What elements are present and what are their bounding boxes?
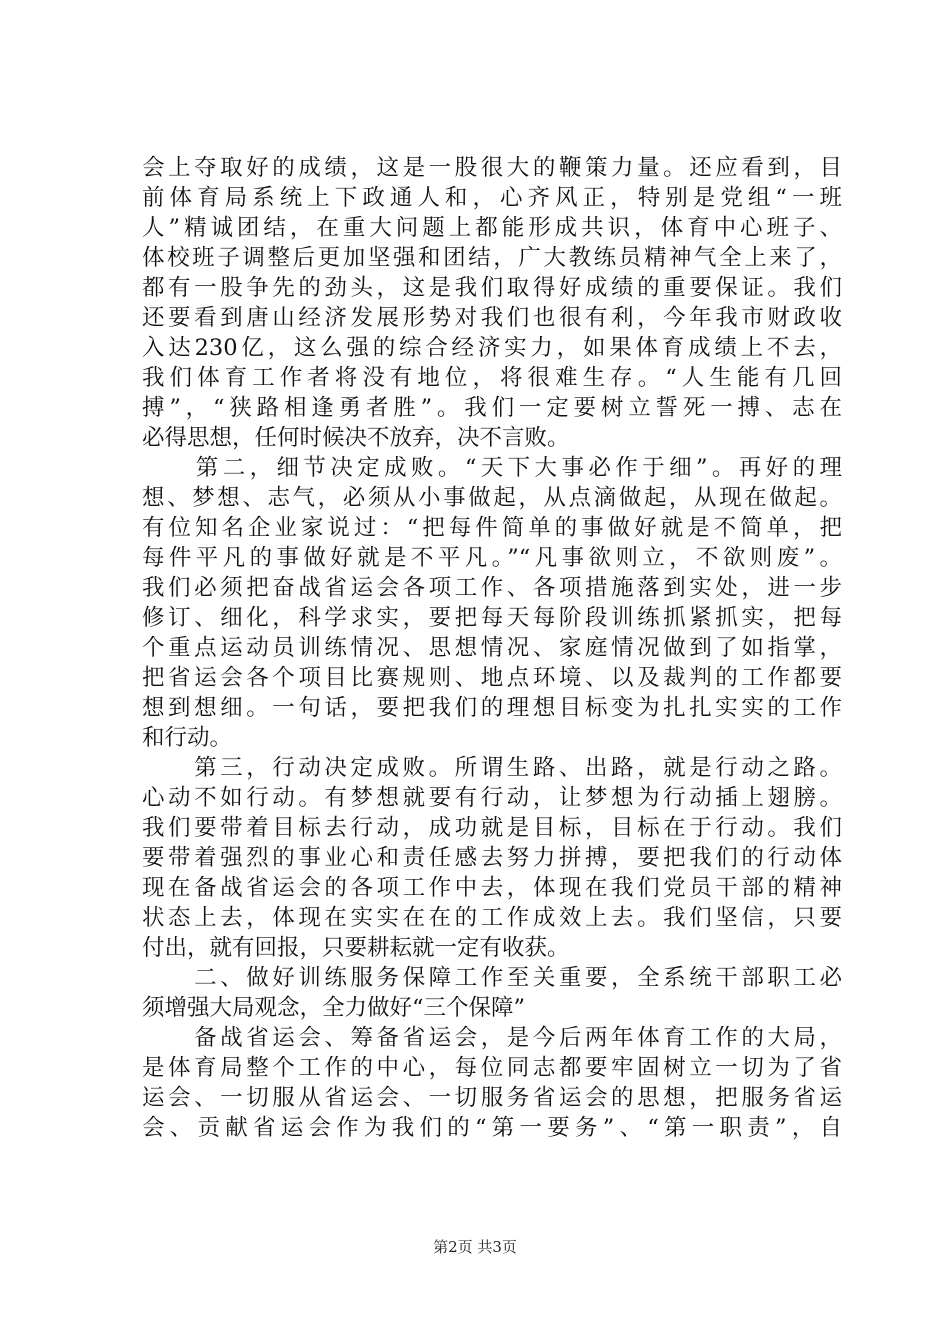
page-footer: 第2页 共3页: [433, 1238, 517, 1256]
text-line: 前体育局系统上下政通人和，心齐风正，特别是党组“一班: [142, 185, 842, 211]
text-line: 个重点运动员训练情况、思想情况、家庭情况做到了如指掌，: [142, 635, 842, 661]
text-line: 把省运会各个项目比赛规则、地点环境、以及裁判的工作都要: [142, 665, 842, 691]
text-line: 第三，行动决定成败。所谓生路、出路，就是行动之路。: [142, 755, 842, 781]
text-line: 现在备战省运会的各项工作中去，体现在我们党员干部的精神: [142, 875, 842, 901]
text-line: 须增强大局观念，全力做好“三个保障”: [142, 995, 526, 1021]
text-line: 心动不如行动。有梦想就要有行动，让梦想为行动插上翅膀。: [142, 785, 842, 811]
text-line: 付出，就有回报，只要耕耘就一定有收获。: [142, 935, 570, 961]
text-line: 修订、细化，科学求实，要把每天每阶段训练抓紧抓实，把每: [142, 605, 842, 631]
text-line: 想、梦想、志气，必须从小事做起，从点滴做起，从现在做起。: [142, 485, 842, 511]
text-line: 会上夺取好的成绩，这是一股很大的鞭策力量。还应看到，目: [142, 155, 842, 181]
text-line: 要带着强烈的事业心和责任感去努力拼搏，要把我们的行动体: [142, 845, 842, 871]
text-line: 都有一股争先的劲头，这是我们取得好成绩的重要保证。我们: [142, 275, 842, 301]
text-line: 状态上去，体现在实实在在的工作成效上去。我们坚信，只要: [142, 905, 842, 931]
text-line: 人”精诚团结，在重大问题上都能形成共识，体育中心班子、: [142, 215, 842, 241]
document-body: [142, 153, 842, 1143]
text-line: 想到想细。一句话，要把我们的理想目标变为扎扎实实的工作: [142, 695, 842, 721]
text-line: 必得思想，任何时候决不放弃，决不言败。: [142, 425, 570, 451]
text-line: 是体育局整个工作的中心，每位同志都要牢固树立一切为了省: [142, 1055, 842, 1081]
text-line: 每件平凡的事做好就是不平凡。”“凡事欲则立，不欲则废”。: [142, 545, 842, 571]
text-line: 备战省运会、筹备省运会，是今后两年体育工作的大局，: [142, 1025, 842, 1051]
text-line: 我们体育工作者将没有地位，将很难生存。“人生能有几回: [142, 365, 842, 391]
text-line: 第二，细节决定成败。“天下大事必作于细”。再好的理: [142, 455, 842, 481]
text-line: 二、做好训练服务保障工作至关重要，全系统干部职工必: [142, 965, 842, 991]
text-line: 搏”，“狭路相逢勇者胜”。我们一定要树立誓死一搏、志在: [142, 395, 842, 421]
text-line: 运会、一切服从省运会、一切服务省运会的思想，把服务省运: [142, 1085, 842, 1111]
text-line: 入达230亿，这么强的综合经济实力，如果体育成绩上不去，: [142, 335, 842, 361]
text-line: 会、贡献省运会作为我们的“第一要务”、“第一职责”，自: [142, 1115, 842, 1141]
text-line: 体校班子调整后更加坚强和团结，广大教练员精神气全上来了，: [142, 245, 842, 271]
text-line: 和行动。: [142, 725, 233, 751]
text-line: 我们必须把奋战省运会各项工作、各项措施落到实处，进一步: [142, 575, 842, 601]
text-line: 我们要带着目标去行动，成功就是目标，目标在于行动。我们: [142, 815, 842, 841]
text-line: 还要看到唐山经济发展形势对我们也很有利，今年我市财政收: [142, 305, 842, 331]
text-line: 有位知名企业家说过：“把每件简单的事做好就是不简单，把: [142, 515, 842, 541]
